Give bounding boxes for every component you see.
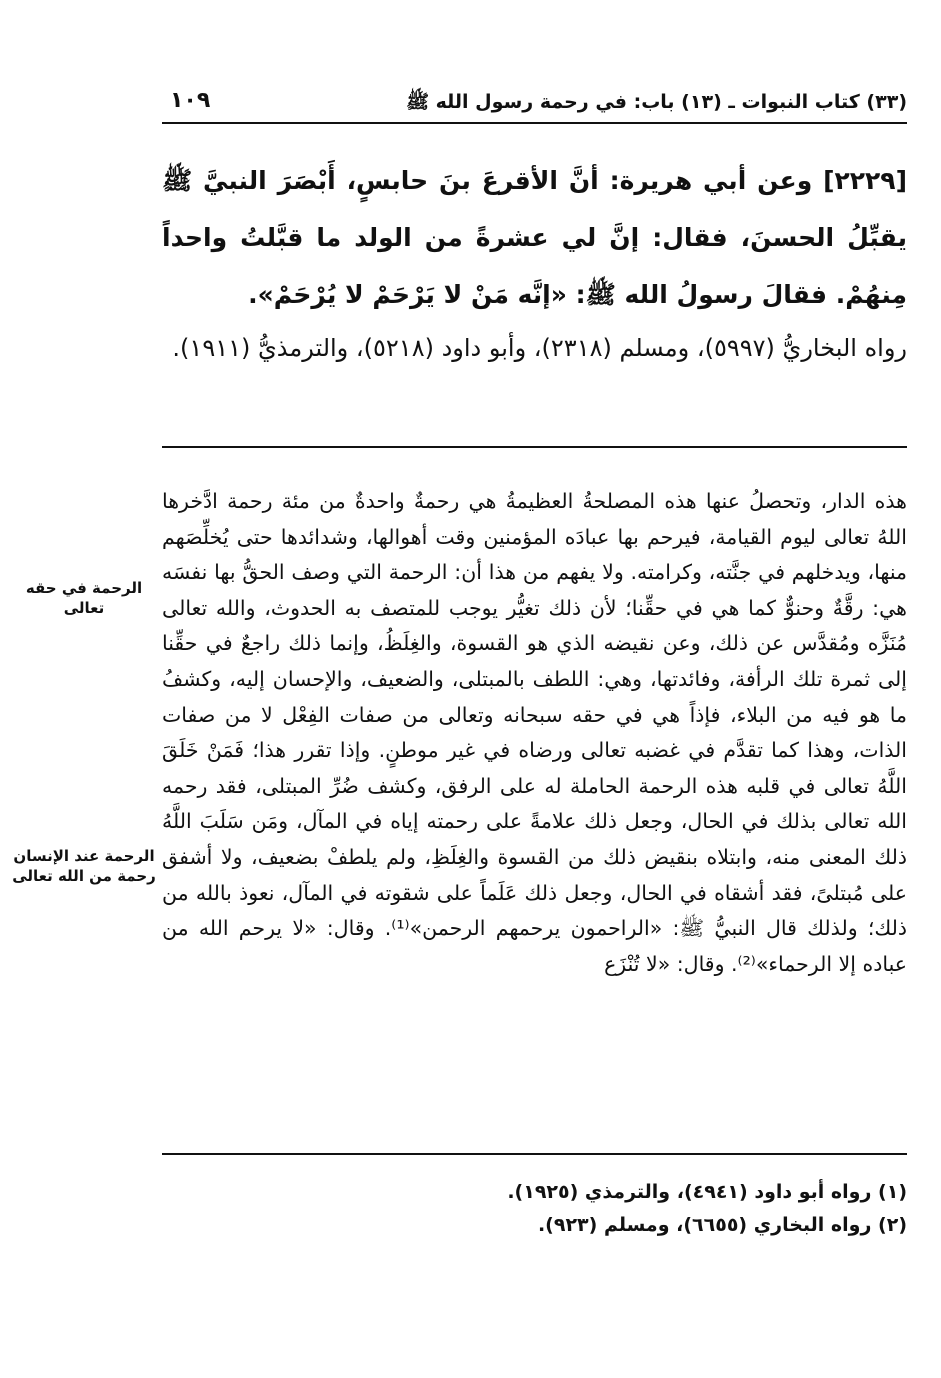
header-title: (٣٣) كتاب النبوات ـ (١٣) باب: في رحمة رسول الله ﷺ [406, 91, 907, 113]
page-number: ١٠٩ [170, 88, 211, 113]
margin-note-mercy-of-god: الرحمة في حقه تعالى [25, 579, 143, 617]
hadith-takhrij: رواه البخاريُّ (٥٩٩٧)، ومسلم (٢٣١٨)، وأبو داود (٥٢١٨)، والترمذيُّ (١٩١١). [172, 334, 907, 362]
running-header [162, 86, 907, 124]
footnote-2: (٢) رواه البخاري (٦٦٥٥)، ومسلم (٩٢٣). [537, 1214, 907, 1236]
margin-note-human-mercy: الرحمة عند الإنسان رحمة من الله تعالى [12, 847, 156, 885]
footnotes [162, 1176, 907, 1242]
footnote-1: (١) رواه أبو داود (٤٩٤١)، والترمذي (١٩٢٥). [507, 1181, 907, 1203]
commentary-text: هذه الدار، وتحصلُ عنها هذه المصلحةُ العظيمةُ هي رحمةٌ واحدةٌ من مئة رحمة ادَّخرها اللهُ تعالى ليوم القيامة، فيرحم بها عبادَه المؤمنين وقت أهوالها، وشدائدها حتى يُخلِّصَهم منها، ويدخلهم في جنَّته، وكرامته. ولا يفهم من هذا أن: الرحمة التي وصف الحقُّ بها نفسَه هي: رقَّةٌ وحنوٌّ كما هي في حقِّنا؛ لأن ذلك تغيُّر يوجب للمتصف به الحدوث، والله تعالى مُنَزَّه ومُقدَّس عن ذلك، وعن نقيضه الذي هو القسوة، والغِلَظُ، وإنما ذلك راجعٌ في حقِّنا إلى ثمرة تلك الرأفة، وفائدتها، وهي: اللطف بالمبتلى، والضعيف، والإحسان إليه، وكشفُ ما هو فيه من البلاء، فإذاً هي في حقه سبحانه وتعالى من صفات الفِعْل لا من صفات الذات، وهذا كما تقدَّم في غضبه تعالى ورضاه في غير موطنٍ. وإذا تقرر هذا؛ فَمَنْ خَلَقَ اللَّهُ تعالى في قلبه هذه الرحمة الحاملة له على الرفق، وكشف ضُرِّ المبتلى، فقد رحمه الله تعالى بذلك في الحال، وجعل ذلك علامةً على رحمته إياه في المآل، ومَن سَلَبَ اللَّهُ ذلك المعنى منه، وابتلاه بنقيض ذلك من القسوة والغِلَظِ، ولم يلطفْ بضعيف، ولا أشفق على مُبتلىً، فقد أشقاه في الحال، وجعل ذلك عَلَماً على شقوته في المآل، نعوذ بالله من ذلك؛ ولذلك قال النبيُّ ﷺ: «الراحمون يرحمهم الرحمن»⁽¹⁾. وقال: «لا يرحم الله من عباده إلا الرحماء»⁽²⁾. وقال: «لا تُنْزَع [162, 489, 907, 976]
hadith-text: [٢٢٢٩] وعن أبي هريرة: أنَّ الأقرعَ بنَ حابسٍ، أَبْصَرَ النبيَّ ﷺ يقبِّلُ الحسنَ، فقال: إنَّ لي عشرةً من الولد ما قبَّلتُ واحداً مِنهُمْ. فقالَ رسولُ الله ﷺ: «إنَّه مَنْ لا يَرْحَمْ لا يُرْحَمْ». [162, 166, 907, 309]
section-divider [162, 446, 907, 448]
footnote-divider [162, 1153, 907, 1155]
